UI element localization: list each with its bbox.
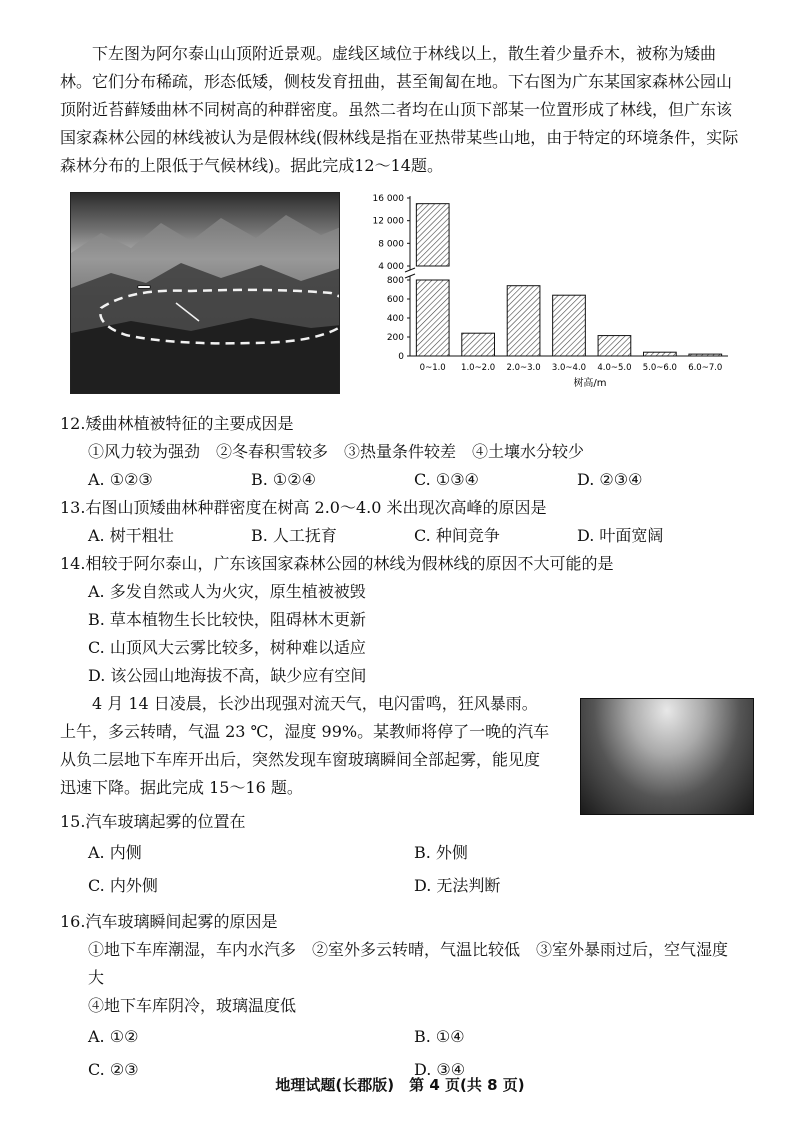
- chart-svg: [350, 192, 740, 402]
- x-tick-label: 6.0~7.0: [688, 363, 723, 373]
- q16-items-2: ④地下车库阴冷，玻璃温度低: [88, 996, 297, 1015]
- x-tick-label: 2.0~3.0: [506, 363, 541, 373]
- bar: [598, 336, 631, 356]
- q13-option-a[interactable]: A. 树干粗壮: [88, 526, 174, 545]
- q12-option-a[interactable]: A. ①②③: [88, 470, 153, 489]
- density-bar-chart: [350, 192, 740, 402]
- y-tick-label: 8 000: [378, 239, 404, 250]
- q13-option-b[interactable]: B. 人工抚育: [251, 526, 337, 545]
- q16-option-c[interactable]: C. ②③: [88, 1060, 139, 1079]
- q12-options: [60, 466, 740, 494]
- bar: [462, 333, 495, 356]
- page-footer: 地理试题(长郡版) 第 4 页(共 8 页): [275, 1076, 525, 1094]
- bar: [553, 295, 586, 356]
- x-tick-label: 5.0~6.0: [642, 363, 677, 373]
- bar: [507, 286, 540, 356]
- y-tick-label: 200: [386, 333, 404, 343]
- bar: [689, 354, 722, 356]
- y-tick-label: 600: [386, 295, 404, 305]
- q16-stem: 16.汽车玻璃瞬间起雾的原因是: [60, 912, 278, 931]
- x-tick-label: 1.0~2.0: [461, 363, 496, 373]
- photo-annotation: [137, 285, 151, 289]
- q13-option-d[interactable]: D. 叶面宽阔: [577, 526, 664, 545]
- q14-option-b[interactable]: B. 草本植物生长比较快，阻碍林木更新: [88, 610, 366, 629]
- q15-option-c[interactable]: C. 内外侧: [88, 876, 158, 895]
- y-tick-label: 800: [386, 276, 404, 286]
- y-tick-label: 16 000: [372, 194, 404, 204]
- q14-option-a[interactable]: A. 多发自然或人为火灾，原生植被被毁: [88, 582, 366, 601]
- q13-option-c[interactable]: C. 种间竞争: [414, 526, 500, 545]
- q15-option-d[interactable]: D. 无法判断: [414, 876, 501, 895]
- intro2-paragraph: 4 月 14 日凌晨，长沙出现强对流天气，电闪雷鸣，狂风暴雨。上午，多云转晴，气温 23 ℃，湿度 99%。某教师将停了一晚的汽车从负二层地下车库开出后，突然发现车窗玻璃瞬间全部起雾，能见度迅速下降。据此完成 15～16 题。: [60, 694, 550, 797]
- q14-option-d[interactable]: D. 该公园山地海拔不高，缺少应有空间: [88, 666, 367, 685]
- bar-lower-part: [416, 280, 449, 356]
- q12-stem: 12.矮曲林植被特征的主要成因是: [60, 414, 294, 433]
- intro-paragraph: 下左图为阿尔泰山山顶附近景观。虚线区域位于林线以上，散生着少量乔木，被称为矮曲林。它们分布稀疏，形态低矮，侧枝发育扭曲，甚至匍匐在地。下右图为广东某国家森林公园山顶附近苔藓矮曲林不同树高的种群密度。虽然二者均在山顶下部某一位置形成了林线，但广东该国家森林公园的林线被认为是假林线(假林线是指在亚热带某些山地，由于特定的环境条件，实际森林分布的上限低于气候林线)。据此完成12～14题。: [60, 44, 739, 175]
- bar: [644, 352, 677, 356]
- q12-option-c[interactable]: C. ①③④: [414, 470, 479, 489]
- q15-option-b[interactable]: B. 外侧: [414, 843, 468, 862]
- fog-passage-block: [60, 690, 740, 808]
- q16-option-a[interactable]: A. ①②: [88, 1027, 139, 1046]
- figures-row: [60, 192, 740, 404]
- y-tick-label: 0: [398, 352, 404, 362]
- q16-option-b[interactable]: B. ①④: [414, 1027, 465, 1046]
- y-tick-label: 400: [386, 314, 404, 324]
- q15-options-row2: [60, 869, 740, 902]
- q16-items-1: ①地下车库潮湿，车内水汽多 ②室外多云转晴，气温比较低 ③室外暴雨过后，空气湿度大: [88, 940, 729, 987]
- x-tick-label: 0~1.0: [419, 363, 446, 373]
- altai-landscape-photo: [70, 192, 340, 394]
- photo-drawing: [71, 193, 340, 393]
- x-tick-label: 3.0~4.0: [551, 363, 587, 373]
- foggy-windshield-photo: [580, 698, 754, 815]
- q13-options: [60, 522, 740, 550]
- q14-stem: 14.相较于阿尔泰山，广东该国家森林公园的林线为假林线的原因不大可能的是: [60, 554, 614, 573]
- q12-option-b[interactable]: B. ①②④: [251, 470, 316, 489]
- bar-upper-part: [416, 204, 449, 266]
- q14-option-c[interactable]: C. 山顶风大云雾比较多，树种难以适应: [88, 638, 366, 657]
- q16-options-row1: [60, 1020, 740, 1053]
- x-tick-label: 4.0~5.0: [597, 363, 632, 373]
- q15-options-row1: [60, 836, 740, 869]
- chart-xlabel: 树高/m: [573, 378, 607, 389]
- y-tick-label: 12 000: [372, 216, 404, 227]
- q16-option-d[interactable]: D. ③④: [414, 1060, 466, 1079]
- q13-stem: 13.右图山顶矮曲林种群密度在树高 2.0～4.0 米出现次高峰的原因是: [60, 498, 547, 517]
- q12-items: ①风力较为强劲 ②冬春积雪较多 ③热量条件较差 ④土壤水分较少: [88, 442, 585, 461]
- y-tick-label: 4 000: [378, 262, 404, 272]
- q15-stem: 15.汽车玻璃起雾的位置在: [60, 812, 246, 831]
- q12-option-d[interactable]: D. ②③④: [577, 470, 643, 489]
- q15-option-a[interactable]: A. 内侧: [88, 843, 142, 862]
